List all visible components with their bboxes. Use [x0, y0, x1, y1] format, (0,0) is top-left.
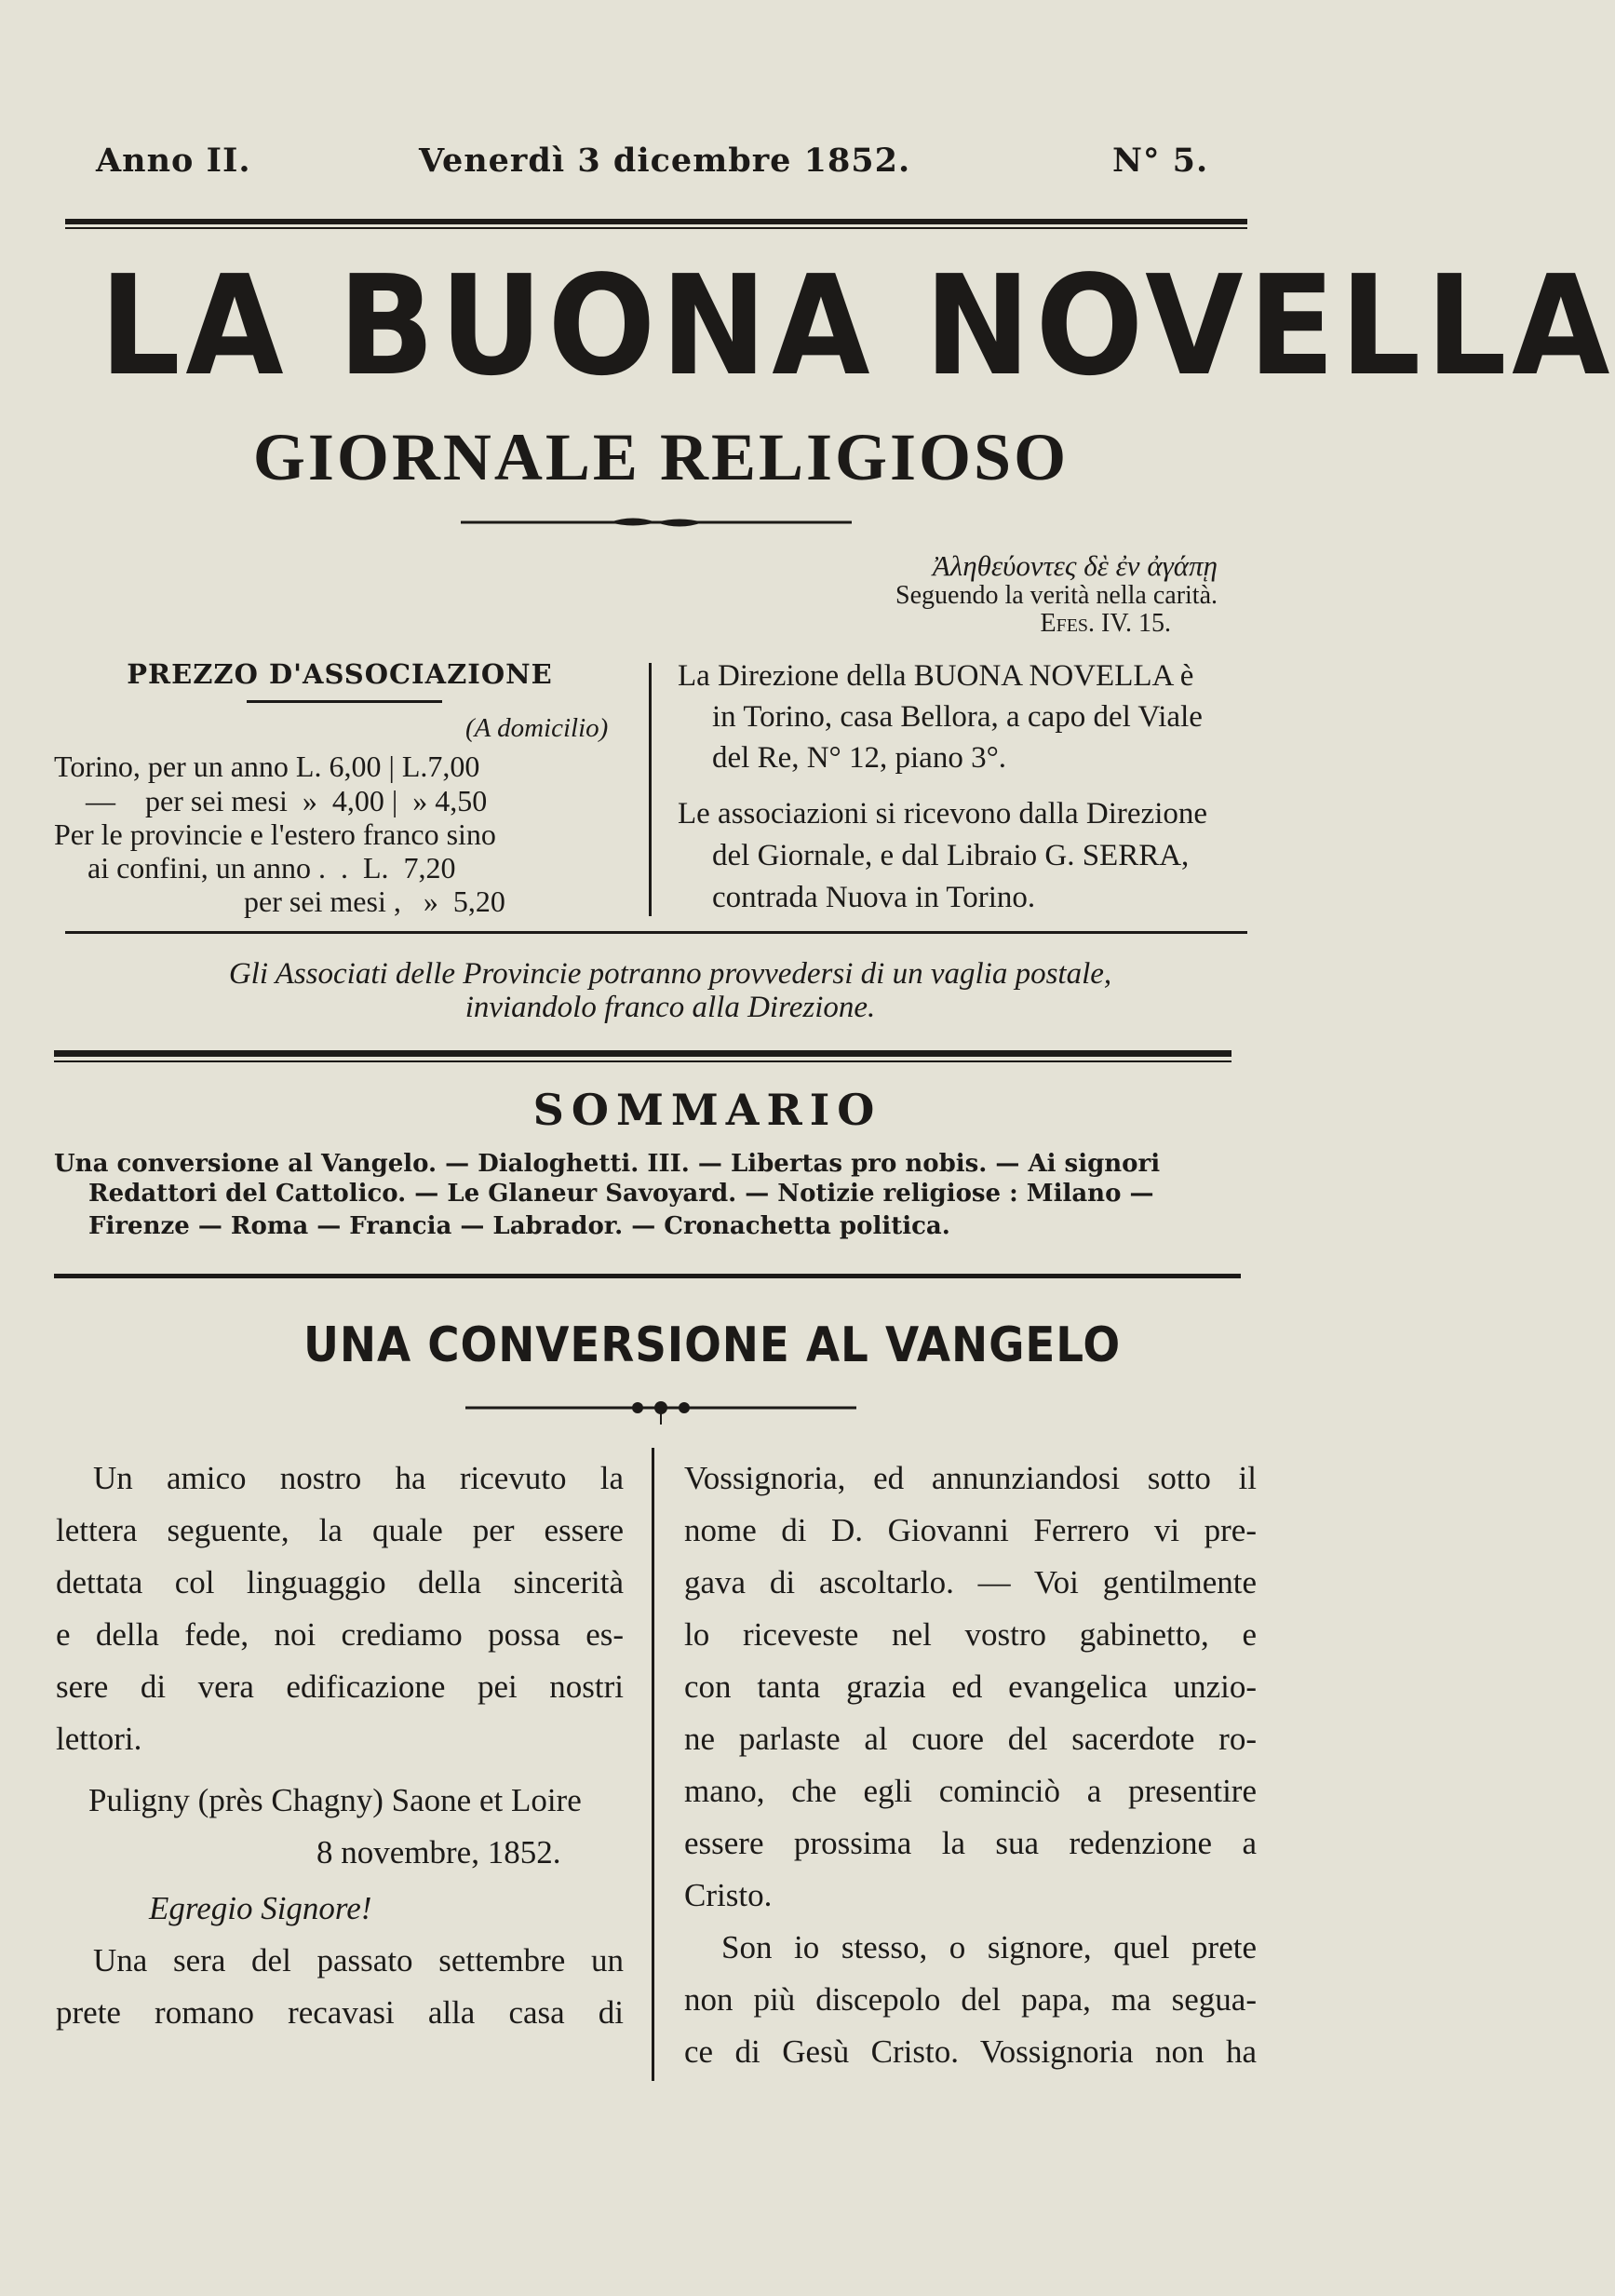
text-line: Un amico nostro ha ricevuto la	[93, 1460, 624, 1496]
header-rule	[65, 219, 1247, 224]
section-rule-thin	[54, 1060, 1231, 1062]
section-rule-thick	[54, 1050, 1231, 1057]
text-line: e della fede, noi crediamo possa es-	[56, 1616, 624, 1653]
ornament-divider	[461, 512, 852, 533]
price-heading-rule	[247, 700, 442, 703]
column-separator	[652, 1448, 654, 2081]
text-line: ce di Gesù Cristo. Vossignoria non ha	[684, 2033, 1257, 2070]
text-line: non più discepolo del papa, ma segua-	[684, 1981, 1257, 2018]
issue-year: Anno II.	[96, 142, 251, 180]
section-rule	[54, 1274, 1241, 1278]
price-row: ai confini, un anno . . L. 7,20	[87, 851, 456, 885]
issue-number: N° 5.	[1112, 142, 1209, 180]
motto-greek: Ἀληθεύοντες δὲ ἐν ἀγάπῃ	[932, 549, 1218, 582]
masthead-subtitle: GIORNALE RELIGIOSO	[252, 420, 1070, 494]
direction-line: Le associazioni si ricevono dalla Direzione	[678, 797, 1208, 831]
sommario-heading: SOMMARIO	[532, 1085, 882, 1135]
text-line: ne parlaste al cuore del sacerdote ro-	[684, 1721, 1257, 1757]
text-line: lettori.	[56, 1721, 142, 1757]
article-column-right	[684, 1452, 1257, 2078]
text-line: Vossignoria, ed annunziandosi sotto il	[684, 1460, 1257, 1496]
subscription-notice-2: inviandolo franco alla Direzione.	[464, 991, 876, 1024]
text-line: prete romano recavasi alla casa di	[56, 1994, 624, 2031]
issue-date: Venerdì 3 dicembre 1852.	[419, 142, 911, 180]
price-row: Torino, per un anno L. 6,00 | L.7,00	[54, 750, 480, 783]
motto-italian: Seguendo la verità nella carità.	[895, 581, 1218, 610]
direction-line: La Direzione della BUONA NOVELLA è	[678, 659, 1194, 693]
direction-line: contrada Nuova in Torino.	[712, 881, 1036, 914]
article-title: UNA CONVERSIONE AL VANGELO	[303, 1317, 1122, 1373]
header-rule-thin	[65, 227, 1247, 229]
sommario-line: Redattori del Cattolico. — Le Glaneur Savoyard. — Notizie religiose : Milano —	[88, 1180, 1154, 1208]
direction-line: in Torino, casa Bellora, a capo del Viale	[712, 700, 1203, 734]
text-line: nome di D. Giovanni Ferrero vi pre-	[684, 1512, 1257, 1548]
text-line: sere di vera edificazione pei nostri	[56, 1668, 624, 1705]
letter-place: Puligny (près Chagny) Saone et Loire	[88, 1782, 582, 1818]
price-row: — per sei mesi » 4,00 | » 4,50	[86, 784, 488, 817]
text-line: Son io stesso, o signore, quel prete	[721, 1929, 1257, 1965]
letter-salutation: Egregio Signore!	[149, 1890, 372, 1926]
text-line: lettera seguente, la quale per essere	[56, 1512, 624, 1548]
masthead-title: LA BUONA NOVELLA	[100, 246, 1615, 406]
price-row: per sei mesi , » 5,20	[244, 885, 505, 918]
text-line: lo riceveste nel vostro gabinetto, e	[684, 1616, 1257, 1653]
text-line: essere prossima la sua redenzione a	[684, 1825, 1257, 1861]
text-line: con tanta grazia ed evangelica unzio-	[684, 1668, 1257, 1705]
price-domicilio: (A domicilio)	[465, 713, 609, 743]
text-line: Cristo.	[684, 1877, 773, 1913]
text-line: gava di ascoltarlo. — Voi gentilmente	[684, 1564, 1257, 1600]
motto-reference: Efes. IV. 15.	[1040, 609, 1171, 638]
text-line: dettata col linguaggio della sincerità	[56, 1564, 624, 1600]
text-line: mano, che egli cominciò a presentire	[684, 1773, 1257, 1809]
letter-date: 8 novembre, 1852.	[316, 1834, 561, 1871]
direction-line: del Re, N° 12, piano 3°.	[712, 741, 1007, 775]
sommario-line: Una conversione al Vangelo. — Dialoghetti. III. — Libertas pro nobis. — Ai signori	[54, 1150, 1161, 1178]
subscription-notice: Gli Associati delle Provincie potranno provvedersi di un vaglia postale,	[228, 957, 1112, 991]
sommario-line: Firenze — Roma — Francia — Labrador. — Cronachetta politica.	[88, 1212, 950, 1240]
column-separator	[649, 663, 652, 916]
price-heading: PREZZO D'ASSOCIAZIONE	[127, 658, 553, 690]
price-row: Per le provincie e l'estero franco sino	[54, 817, 496, 851]
direction-line: del Giornale, e dal Libraio G. SERRA,	[712, 839, 1190, 872]
ornament-divider	[465, 1397, 856, 1425]
article-column-left	[56, 1452, 624, 2039]
section-rule	[65, 931, 1247, 934]
text-line: Una sera del passato settembre un	[93, 1942, 624, 1979]
